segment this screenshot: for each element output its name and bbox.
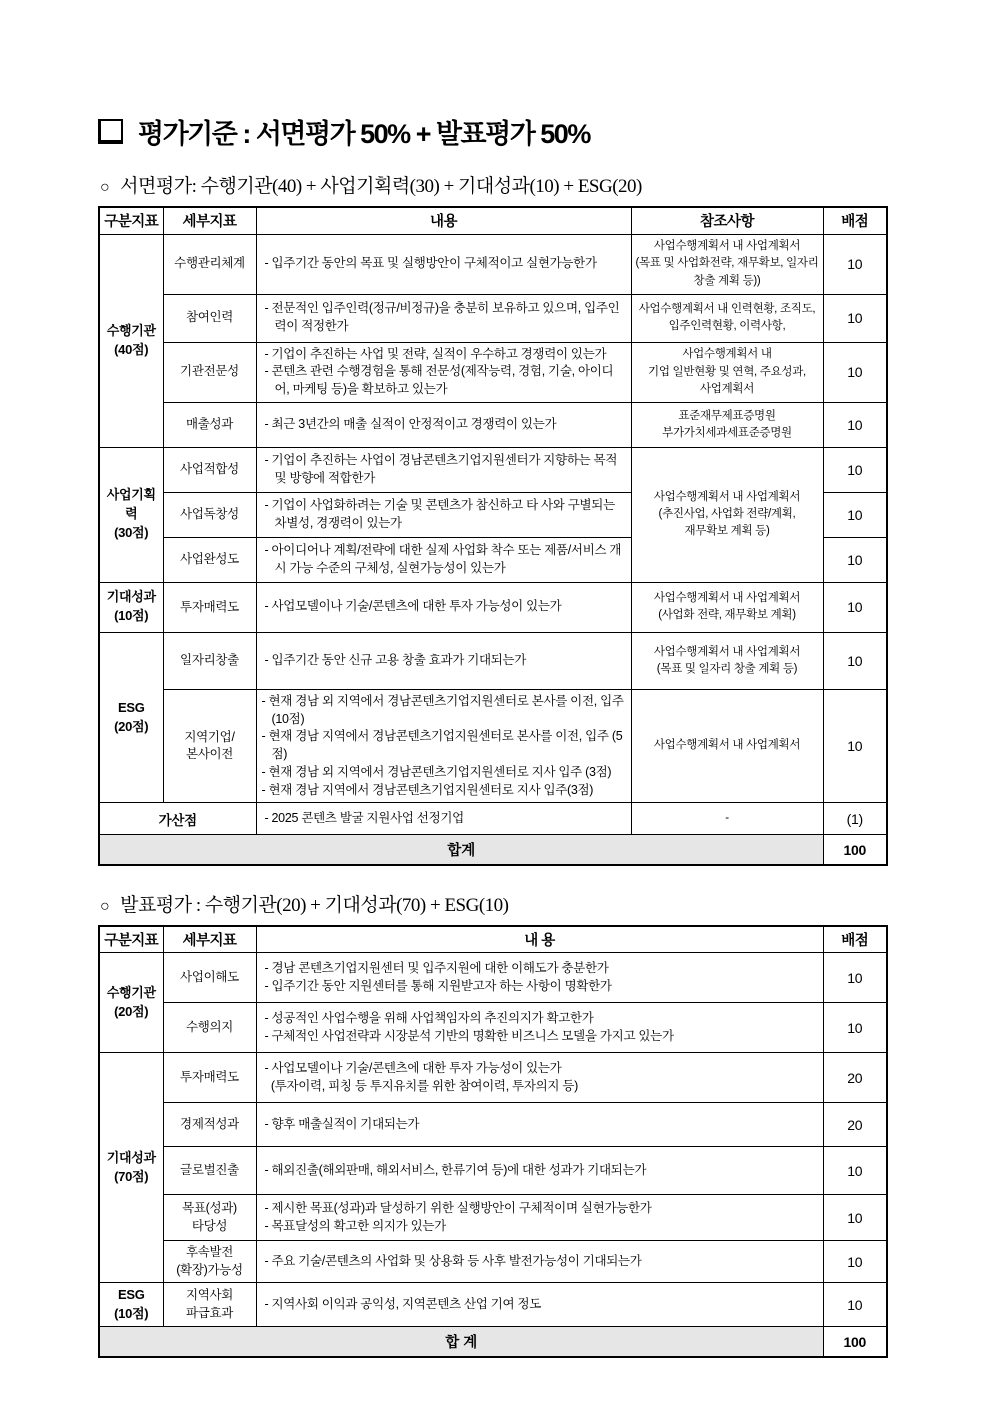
content-cell: - 2025 콘텐츠 발굴 지원사업 선정기업 <box>256 803 631 835</box>
score-cell: 10 <box>823 537 887 582</box>
content-cell: - 최근 3년간의 매출 실적이 안정적이고 경쟁력이 있는가 <box>256 402 631 447</box>
table-row <box>99 1283 887 1327</box>
detail-cell: 후속발전 (확장)가능성 <box>163 1241 256 1283</box>
reference-cell: 사업수행계획서 내 기업 일반현황 및 연혁, 주요성과, 사업계획서 <box>631 342 823 402</box>
written-eval-table <box>98 206 888 866</box>
reference-cell: - <box>631 803 823 835</box>
presentation-eval-heading-text: 발표평가 : 수행기관(20) + 기대성과(70) + ESG(10) <box>120 894 509 916</box>
table-row <box>99 632 887 689</box>
category-cell: 기대성과 (70점) <box>99 1053 163 1283</box>
table-row <box>99 294 887 342</box>
table-row <box>99 1195 887 1241</box>
total-row <box>99 835 887 865</box>
category-cell: ESG (20점) <box>99 632 163 803</box>
table-row <box>99 1103 887 1147</box>
column-header-detail: 세부지표 <box>163 926 256 953</box>
detail-cell: 수행관리체계 <box>163 234 256 294</box>
score-cell: 10 <box>823 1241 887 1283</box>
table-row <box>99 1003 887 1053</box>
detail-cell: 사업적합성 <box>163 447 256 492</box>
detail-cell: 지역기업/ 본사이전 <box>163 689 256 803</box>
content-cell: - 사업모델이나 기술/콘텐츠에 대한 투자 가능성이 있는가 (투자이력, 피칭 등 투지유치를 위한 참여이력, 투자의지 등) <box>256 1053 823 1103</box>
category-cell: 수행기관 (40점) <box>99 234 163 447</box>
content-cell: - 경남 콘텐츠기업지원센터 및 입주지원에 대한 이해도가 충분한가 - 입주기간 동안 지원센터를 통해 지원받고자 하는 사항이 명확한가 <box>256 953 823 1003</box>
detail-cell: 사업이해도 <box>163 953 256 1003</box>
table-row <box>99 234 887 294</box>
column-header-category: 구분지표 <box>99 207 163 234</box>
circle-bullet-icon: ○ <box>100 897 110 915</box>
content-cell: - 아이디어나 계획/전략에 대한 실제 사업화 착수 또는 제품/서비스 개시 가능 수준의 구체성, 실현가능성이 있는가 <box>256 537 631 582</box>
score-cell: 10 <box>823 447 887 492</box>
content-cell: - 해외진출(해외판매, 해외서비스, 한류기여 등)에 대한 성과가 기대되는가 <box>256 1147 823 1195</box>
page-title <box>98 112 886 151</box>
detail-cell: 기관전문성 <box>163 342 256 402</box>
column-header-category: 구분지표 <box>99 926 163 953</box>
content-cell: - 사업모델이나 기술/콘텐츠에 대한 투자 가능성이 있는가 <box>256 582 631 632</box>
detail-cell: 투자매력도 <box>163 582 256 632</box>
score-cell: 20 <box>823 1053 887 1103</box>
score-cell: 10 <box>823 294 887 342</box>
table-row <box>99 447 887 492</box>
written-eval-heading-text: 서면평가: 수행기관(40) + 사업기획력(30) + 기대성과(10) + ESG(20) <box>120 176 642 197</box>
content-cell: - 입주기간 동안의 목표 및 실행방안이 구체적이고 실현가능한가 <box>256 234 631 294</box>
total-label-cell: 합계 <box>99 835 823 865</box>
presentation-eval-table <box>98 925 888 1358</box>
content-cell: - 주요 기술/콘텐츠의 사업화 및 상용화 등 사후 발전가능성이 기대되는가 <box>256 1241 823 1283</box>
page-title-text: 평가기준 : 서면평가 50% + 발표평가 50% <box>138 119 590 149</box>
bonus-label-cell: 가산점 <box>99 803 256 835</box>
reference-cell: 사업수행계획서 내 사업계획서 <box>631 689 823 803</box>
content-cell: - 제시한 목표(성과)과 달성하기 위한 실행방안이 구체적이며 실현가능한가 - 목표달성의 확고한 의지가 있는가 <box>256 1195 823 1241</box>
category-cell: ESG (10점) <box>99 1283 163 1327</box>
detail-cell: 지역사회 파급효과 <box>163 1283 256 1327</box>
score-cell: (1) <box>823 803 887 835</box>
total-score-cell: 100 <box>823 1327 887 1357</box>
column-header-score: 배점 <box>823 207 887 234</box>
content-cell: - 입주기간 동안 신규 고용 창출 효과가 기대되는가 <box>256 632 631 689</box>
content-cell: - 향후 매출실적이 기대되는가 <box>256 1103 823 1147</box>
detail-cell: 매출성과 <box>163 402 256 447</box>
content-cell: - 현재 경남 외 지역에서 경남콘텐츠기업지원센터로 본사를 이전, 입주(10점) - 현재 경남 지역에서 경남콘텐츠기업지원센터로 본사를 이전, 입주 (5점) - 현재 경남 외 지역에서 경남콘텐츠기업지원센터로 지사 입주 (3점) - 현재 경남 지역에서 경남콘텐츠기업지원센터로 지사 입주(3점) <box>256 689 631 803</box>
column-header-score: 배점 <box>823 926 887 953</box>
table-row <box>99 1053 887 1103</box>
score-cell: 10 <box>823 1195 887 1241</box>
table-header-row <box>99 207 887 234</box>
score-cell: 10 <box>823 689 887 803</box>
total-label-cell: 합 계 <box>99 1327 823 1357</box>
table-row <box>99 1241 887 1283</box>
content-cell: - 성공적인 사업수행을 위해 사업책임자의 추진의지가 확고한가 - 구체적인 사업전략과 시장분석 기반의 명확한 비즈니스 모델을 가지고 있는가 <box>256 1003 823 1053</box>
checkbox-icon <box>98 119 123 144</box>
table-header-row <box>99 926 887 953</box>
reference-cell: 사업수행계획서 내 사업계획서 (사업화 전략, 재무확보 계획) <box>631 582 823 632</box>
written-eval-heading <box>100 171 886 198</box>
content-cell: - 전문적인 입주인력(정규/비정규)을 충분히 보유하고 있으며, 입주인력이 적정한가 <box>256 294 631 342</box>
score-cell: 10 <box>823 234 887 294</box>
score-cell: 10 <box>823 632 887 689</box>
detail-cell: 투자매력도 <box>163 1053 256 1103</box>
reference-cell: 사업수행계획서 내 사업계획서 (목표 및 일자리 창출 계획 등) <box>631 632 823 689</box>
detail-cell: 목표(성과) 타당성 <box>163 1195 256 1241</box>
circle-bullet-icon: ○ <box>100 179 110 196</box>
total-score-cell: 100 <box>823 835 887 865</box>
column-header-reference: 참조사항 <box>631 207 823 234</box>
detail-cell: 사업독창성 <box>163 492 256 537</box>
score-cell: 10 <box>823 492 887 537</box>
reference-cell: 사업수행계획서 내 사업계획서 (추진사업, 사업화 전략/계획, 재무확보 계획 등) <box>631 447 823 582</box>
presentation-eval-heading <box>100 890 886 917</box>
table-row <box>99 582 887 632</box>
score-cell: 10 <box>823 1003 887 1053</box>
category-cell: 사업기획력 (30점) <box>99 447 163 582</box>
score-cell: 10 <box>823 953 887 1003</box>
reference-cell: 사업수행계획서 내 인력현황, 조직도, 입주인력현황, 이력사항, <box>631 294 823 342</box>
content-cell: - 기업이 사업화하려는 기술 및 콘텐츠가 참신하고 타 사와 구별되는 차별성, 경쟁력이 있는가 <box>256 492 631 537</box>
detail-cell: 글로벌진출 <box>163 1147 256 1195</box>
table-row <box>99 689 887 803</box>
score-cell: 10 <box>823 582 887 632</box>
reference-cell: 사업수행계획서 내 사업계획서 (목표 및 사업화전략, 재무확보, 일자리 창출 계획 등)) <box>631 234 823 294</box>
category-cell: 기대성과 (10점) <box>99 582 163 632</box>
category-cell: 수행기관 (20점) <box>99 953 163 1053</box>
column-header-content: 내용 <box>256 207 631 234</box>
score-cell: 10 <box>823 1147 887 1195</box>
detail-cell: 일자리창출 <box>163 632 256 689</box>
bonus-row <box>99 803 887 835</box>
column-header-detail: 세부지표 <box>163 207 256 234</box>
table-row <box>99 402 887 447</box>
score-cell: 20 <box>823 1103 887 1147</box>
detail-cell: 수행의지 <box>163 1003 256 1053</box>
table-row <box>99 1147 887 1195</box>
total-row <box>99 1327 887 1357</box>
table-row <box>99 342 887 402</box>
detail-cell: 사업완성도 <box>163 537 256 582</box>
content-cell: - 기업이 추진하는 사업 및 전략, 실적이 우수하고 경쟁력이 있는가 - 콘텐츠 관련 수행경험을 통해 전문성(제작능력, 경험, 기술, 아이디어, 마케팅 등)을 확보하고 있는가 <box>256 342 631 402</box>
score-cell: 10 <box>823 1283 887 1327</box>
score-cell: 10 <box>823 402 887 447</box>
detail-cell: 경제적성과 <box>163 1103 256 1147</box>
content-cell: - 지역사회 이익과 공익성, 지역콘텐츠 산업 기여 정도 <box>256 1283 823 1327</box>
column-header-content: 내 용 <box>256 926 823 953</box>
content-cell: - 기업이 추진하는 사업이 경남콘텐츠기업지원센터가 지향하는 목적 및 방향에 적합한가 <box>256 447 631 492</box>
reference-cell: 표준재무제표증명원 부가가치세과세표준증명원 <box>631 402 823 447</box>
table-row <box>99 953 887 1003</box>
score-cell: 10 <box>823 342 887 402</box>
detail-cell: 참여인력 <box>163 294 256 342</box>
